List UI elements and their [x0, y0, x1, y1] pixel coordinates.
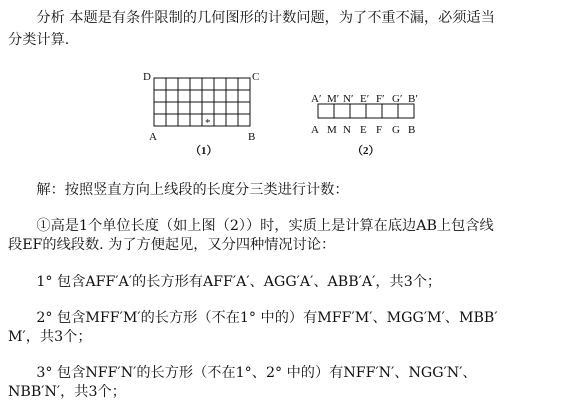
sub-case-1: 1° 包含AFF′A′的长方形有AFF′A′、AGG′A′、ABB′A′，共3个；: [8, 274, 442, 290]
figure-1-caption: （1）: [190, 145, 218, 157]
solution-intro: 解：按照竖直方向上线段的长度分三类进行计数：: [8, 182, 349, 198]
sub-case-2-line-2: M′，共3个；: [8, 329, 92, 345]
top-label-a-prime: A′: [311, 93, 322, 105]
top-label-f-prime: F′: [376, 93, 385, 105]
sub-case-3-line-1: 3° 包含NFF′N′的长方形（不在1°、2° 中的）有NFF′N′、NGG′N′、: [8, 365, 477, 381]
vertex-label-d: D: [143, 71, 151, 83]
figure-1-grid-diagram: [138, 66, 268, 158]
case-1-line-1: ①高是1个单位长度（如上图（2））时，实质上是计算在底边AB上包含线: [8, 218, 494, 234]
bottom-label-e: E: [360, 124, 367, 136]
analysis-line-1: 分析 本题是有条件限制的几何图形的计数问题，为了不重不漏，必须适当: [8, 10, 495, 26]
sub-case-2-line-1: 2° 包含MFF′M′的长方形（不在1° 中的）有MFF′M′、MGG′M′、MBB′: [8, 310, 498, 326]
bottom-label-f: F: [376, 124, 383, 136]
vertex-label-b: B: [248, 131, 256, 143]
top-label-g-prime: G′: [392, 93, 403, 105]
case-1-line-2: 段EF的线段数. 为了方便起见，又分四种情况讨论：: [8, 237, 336, 253]
top-label-m-prime: M′: [327, 93, 340, 105]
sub-case-3-line-2: NBB′N′，共3个；: [8, 384, 126, 400]
top-label-e-prime: E′: [360, 93, 370, 105]
analysis-line-2: 分类计算.: [8, 32, 70, 48]
top-label-b-prime: B′: [408, 93, 418, 105]
bottom-label-n: N: [343, 124, 351, 136]
vertex-label-c: C: [252, 71, 260, 83]
bottom-label-g: G: [392, 124, 400, 136]
bottom-label-m: M: [327, 124, 337, 136]
figure-2-strip-diagram: [306, 86, 426, 160]
figure-2-strip: [318, 104, 414, 118]
bottom-label-a: A: [311, 124, 319, 136]
top-label-n-prime: N′: [343, 93, 354, 105]
vertex-label-a: A: [149, 131, 157, 143]
bottom-label-b: B: [408, 124, 416, 136]
figure-1-grid: [154, 78, 250, 126]
marked-cell-star: *: [205, 117, 211, 129]
figure-2-caption: （2）: [352, 145, 380, 157]
